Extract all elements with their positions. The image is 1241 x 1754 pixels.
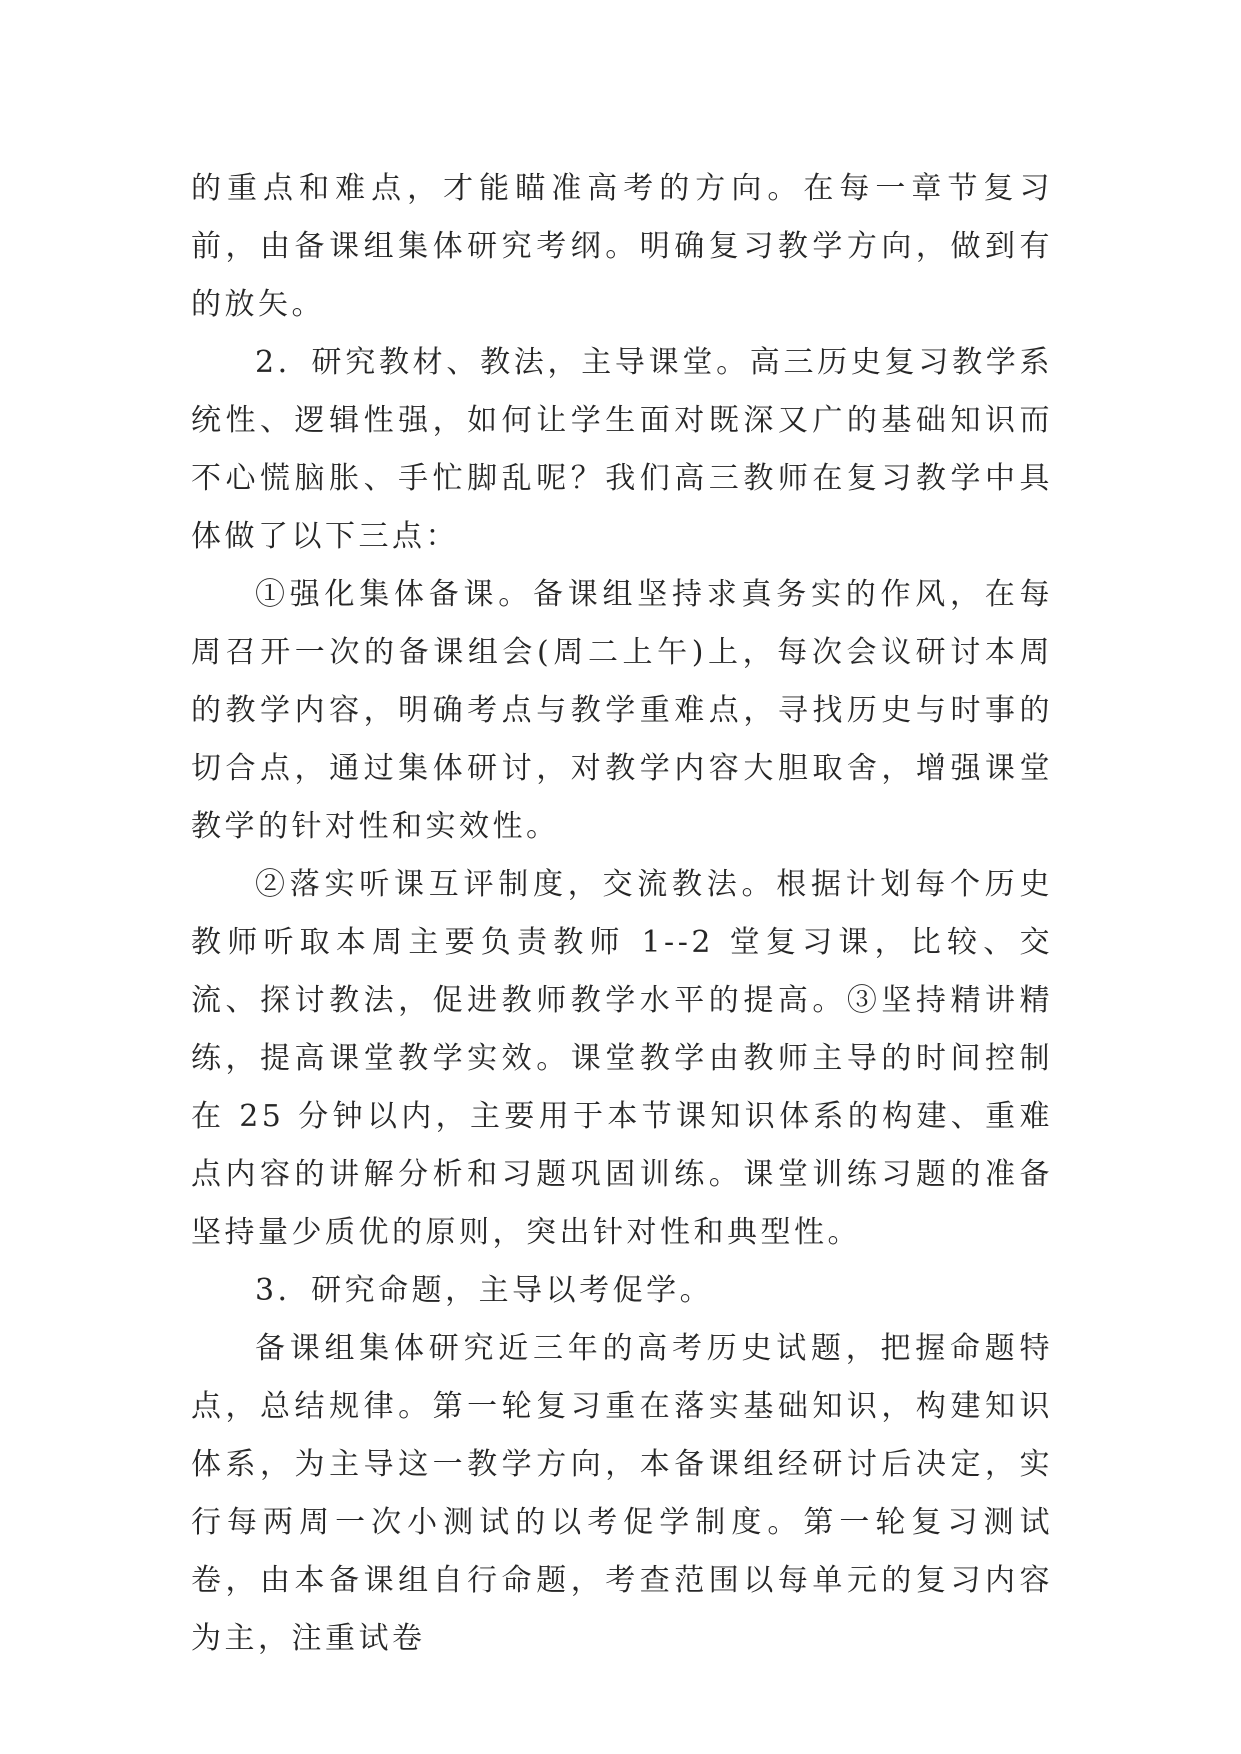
paragraph-continuation: 的重点和难点，才能瞄准高考的方向。在每一章节复习前，由备课组集体研究考纲。明确复习教学方向，做到有的放矢。 <box>191 171 1053 322</box>
paragraph-section-2: 2．研究教材、教法，主导课堂。高三历史复习教学系统性、逻辑性强，如何让学生面对既深又广的基础知识而不心慌脑胀、手忙脚乱呢？我们高三教师在复习教学中具体做了以下三点： <box>191 345 1053 554</box>
paragraph-item-2-3: ②落实听课互评制度，交流教法。根据计划每个历史教师听取本周主要负责教师 1--2 堂复习课，比较、交流、探讨教法，促进教师教学水平的提高。③坚持精讲精练，提高课堂教学实效。课堂教学由教师主导的时间控制在 25 分钟以内，主要用于本节课知识体系的构建、重难点内容的讲解分析和习题巩固训练。课堂训练习题的准备坚持量少质优的原则，突出针对性和典型性。 <box>191 867 1053 1250</box>
paragraph-section-3-heading: 3．研究命题，主导以考促学。 <box>255 1273 714 1308</box>
body-text <box>191 160 1053 1668</box>
paragraph-item-1: ①强化集体备课。备课组坚持求真务实的作风，在每周召开一次的备课组会(周二上午)上，每次会议研讨本周的教学内容，明确考点与教学重难点，寻找历史与时事的切合点，通过集体研讨，对教学内容大胆取舍，增强课堂教学的针对性和实效性。 <box>191 577 1053 844</box>
paragraph-section-3-body: 备课组集体研究近三年的高考历史试题，把握命题特点，总结规律。第一轮复习重在落实基础知识，构建知识体系，为主导这一教学方向，本备课组经研讨后决定，实行每两周一次小测试的以考促学制度。第一轮复习测试卷，由本备课组自行命题，考查范围以每单元的复习内容为主，注重试卷 <box>191 1331 1053 1656</box>
